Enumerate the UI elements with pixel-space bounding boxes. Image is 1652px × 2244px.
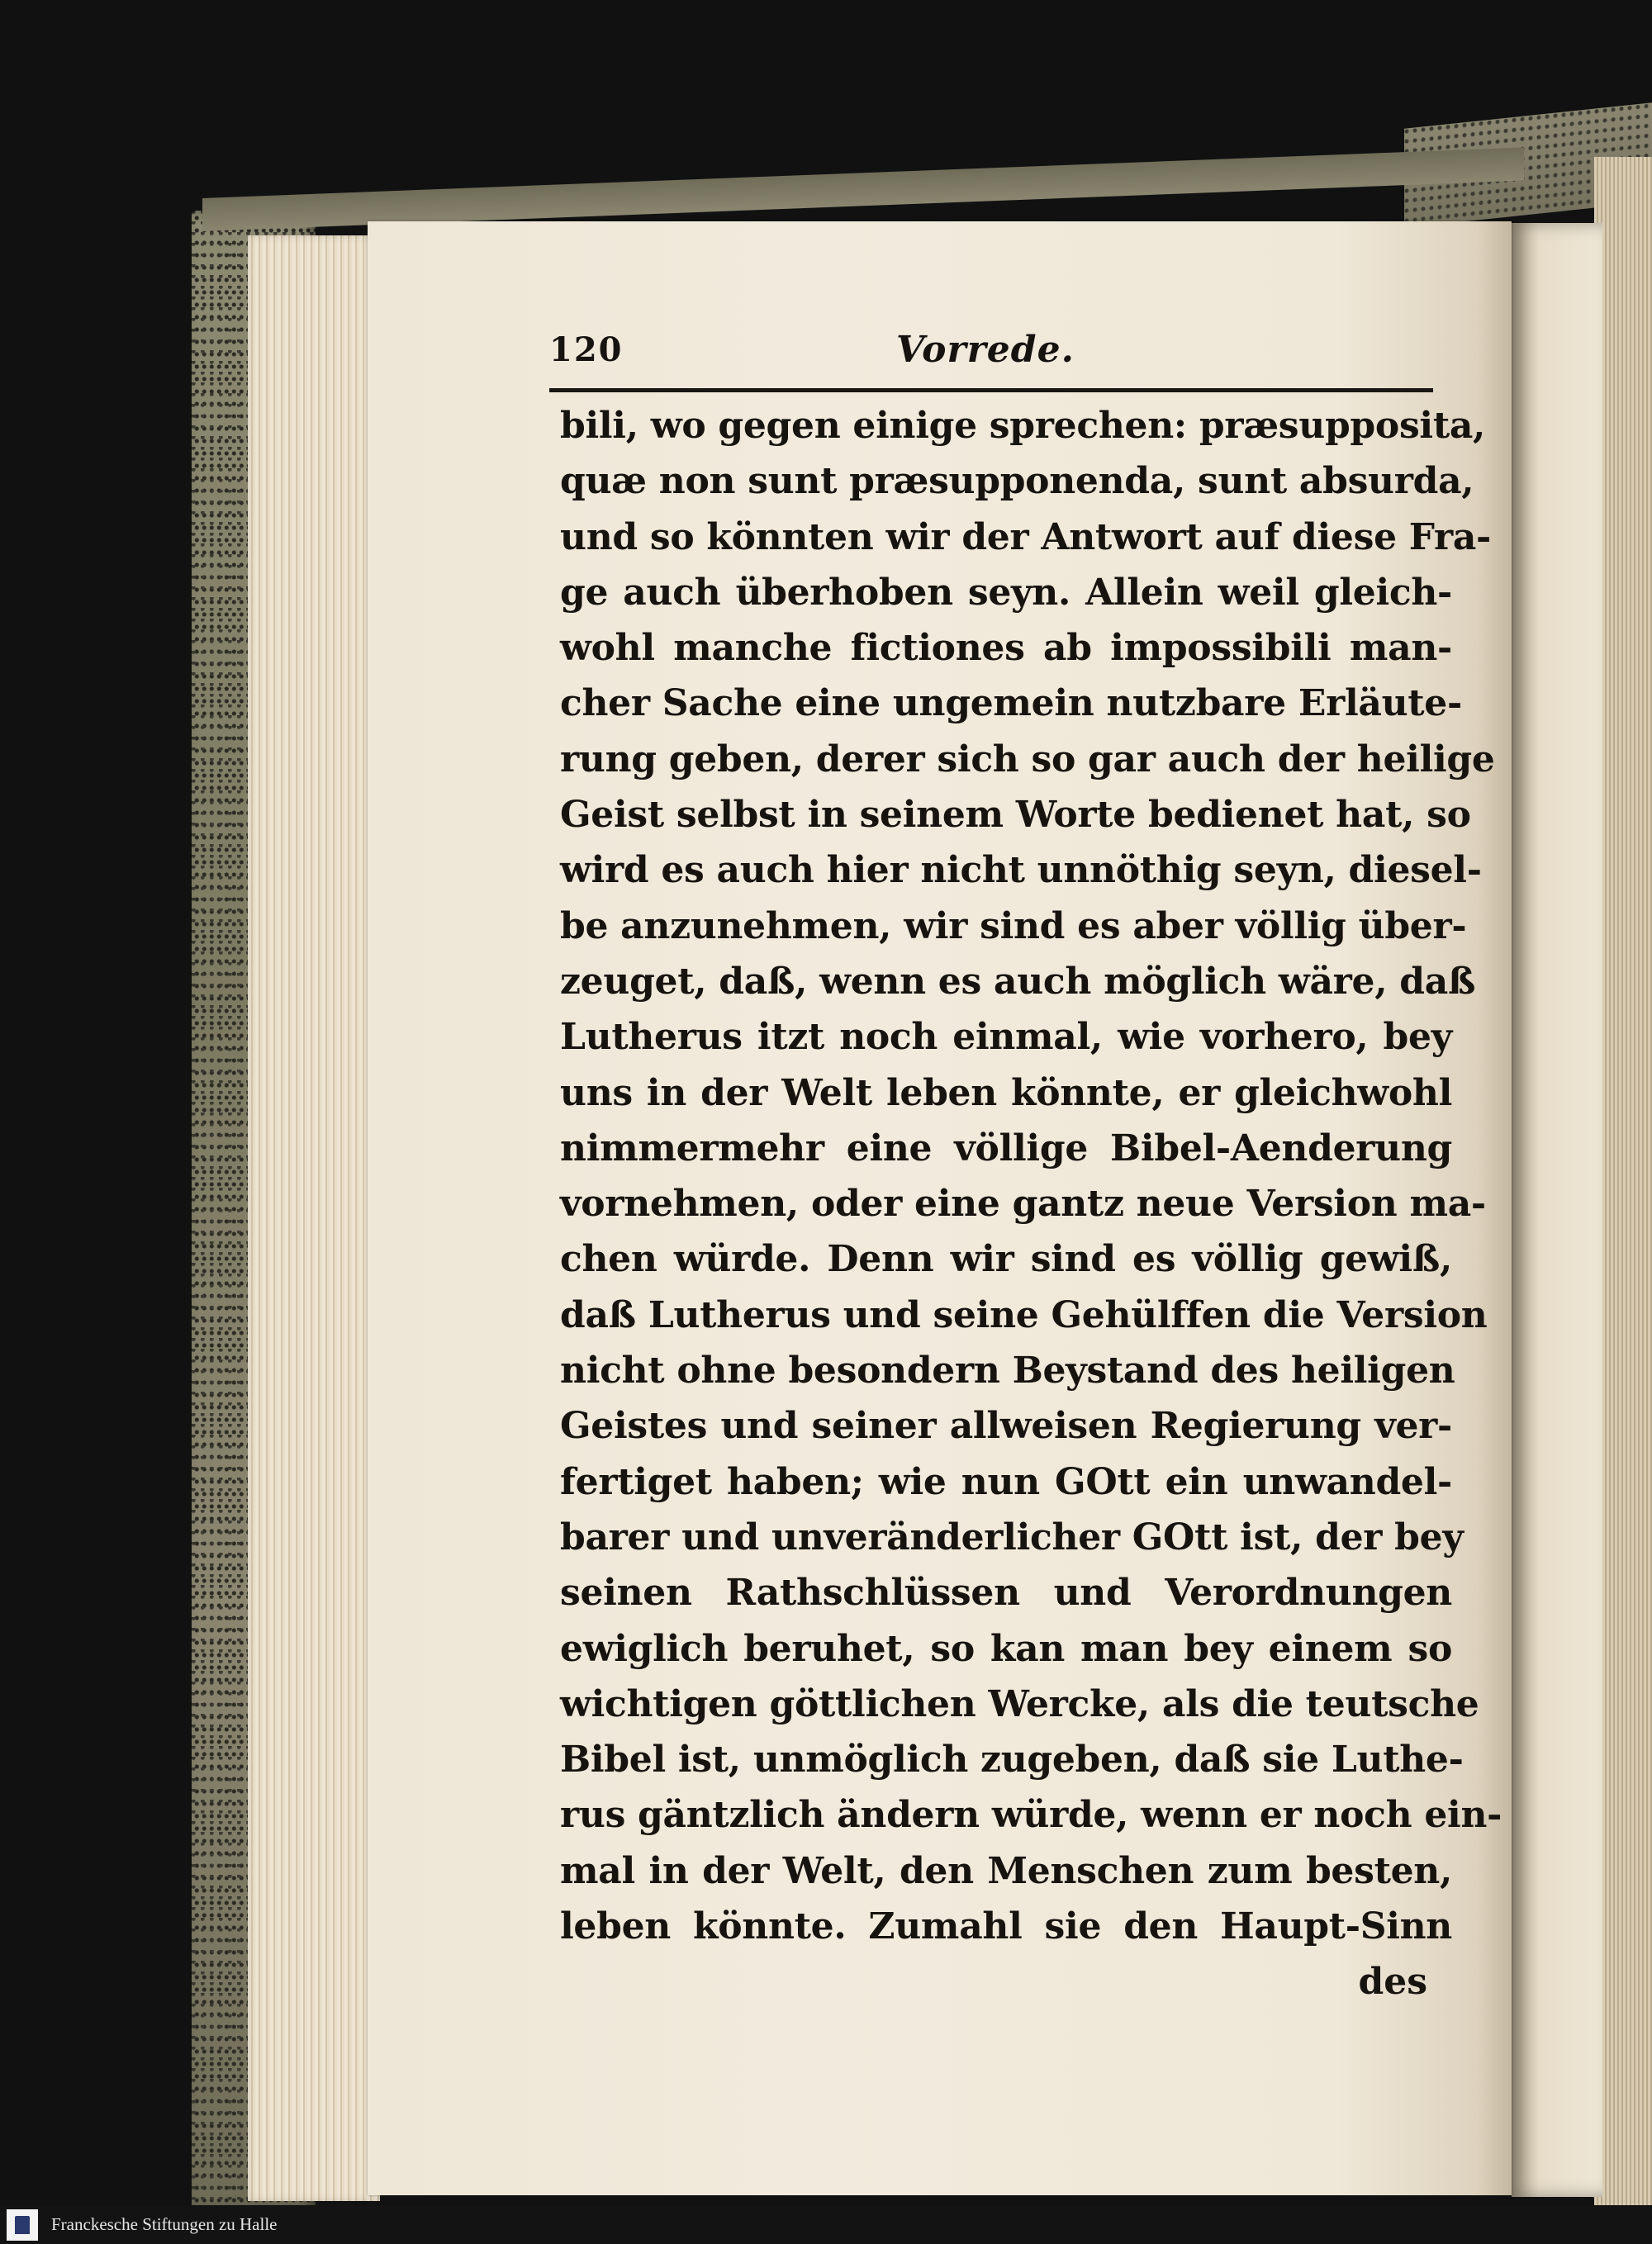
- text-line: rung geben, derer sich so gar auch der heilige: [560, 738, 1495, 780]
- text-line: mal in der Welt, den Menschen zum besten,: [560, 1849, 1452, 1892]
- text-line: rus gäntzlich ändern würde, wenn er noch ein-: [560, 1794, 1502, 1837]
- text-line: nimmermehr eine völlige Bibel-Aenderung: [560, 1127, 1452, 1169]
- text-line: seinen Rathschlüssen und Verordnungen: [560, 1572, 1452, 1615]
- page-stack: [248, 235, 380, 2201]
- text-line: Geistes und seiner allweisen Regierung ver-: [560, 1405, 1452, 1448]
- text-line: vornehmen, oder eine gantz neue Version ma-: [560, 1183, 1486, 1226]
- text-line: quæ non sunt præsupponenda, sunt absurda,: [560, 460, 1474, 503]
- body-text: [560, 398, 1502, 2010]
- text-line: ge auch überhoben seyn. Allein weil gleich-: [560, 571, 1452, 614]
- text-line: wichtigen göttlichen Wercke, als die teutsche: [560, 1682, 1479, 1725]
- header-rule: [549, 388, 1433, 392]
- facing-page: [1512, 223, 1602, 2197]
- text-line: be anzunehmen, wir sind es aber völlig über-: [560, 904, 1467, 947]
- building-icon: [15, 2216, 30, 2234]
- text-line: chen würde. Denn wir sind es völlig gewiß,: [560, 1238, 1452, 1281]
- institution-name: Franckesche Stiftungen zu Halle: [51, 2214, 278, 2234]
- institution-logo-icon[interactable]: [7, 2209, 38, 2241]
- page-number: 120: [549, 330, 624, 369]
- text-line: ewiglich beruhet, so kan man bey einem so: [560, 1627, 1452, 1670]
- text-line: Lutherus itzt noch einmal, wie vorhero, bey: [560, 1016, 1452, 1059]
- text-line: barer und unveränderlicher GOtt ist, der bey: [560, 1516, 1464, 1558]
- text-line: zeuget, daß, wenn es auch möglich wäre, daß: [560, 960, 1476, 1003]
- right-page-edges: [1594, 157, 1652, 2205]
- text-line: Bibel ist, unmöglich zugeben, daß sie Luthe-: [560, 1739, 1464, 1781]
- text-line: nicht ohne besondern Beystand des heiligen: [560, 1350, 1455, 1392]
- text-line: cher Sache eine ungemein nutzbare Erläute-: [560, 682, 1462, 725]
- text-line: wird es auch hier nicht unnöthig seyn, diesel-: [560, 849, 1482, 892]
- footer-bar: [0, 2205, 1652, 2244]
- running-head: [549, 330, 1441, 380]
- text-line: wohl manche fictiones ab impossibili man-: [560, 627, 1452, 670]
- text-line: daß Lutherus und seine Gehülffen die Version: [560, 1293, 1488, 1336]
- text-line: Geist selbst in seinem Worte bedienet hat, so: [560, 794, 1471, 837]
- text-line: und so könnten wir der Antwort auf diese Fra-: [560, 515, 1492, 558]
- running-title: Vorrede.: [896, 329, 1075, 371]
- text-line: bili, wo gegen einige sprechen: præsupposita,: [560, 405, 1486, 447]
- text-line: leben könnte. Zumahl sie den Haupt-Sinn: [560, 1905, 1452, 1948]
- catchword: des: [1358, 1961, 1427, 2004]
- book-cover-top: [202, 148, 1524, 231]
- text-line: uns in der Welt leben könnte, er gleichwohl: [560, 1071, 1452, 1114]
- text-line: fertiget haben; wie nun GOtt ein unwandel-: [560, 1460, 1452, 1503]
